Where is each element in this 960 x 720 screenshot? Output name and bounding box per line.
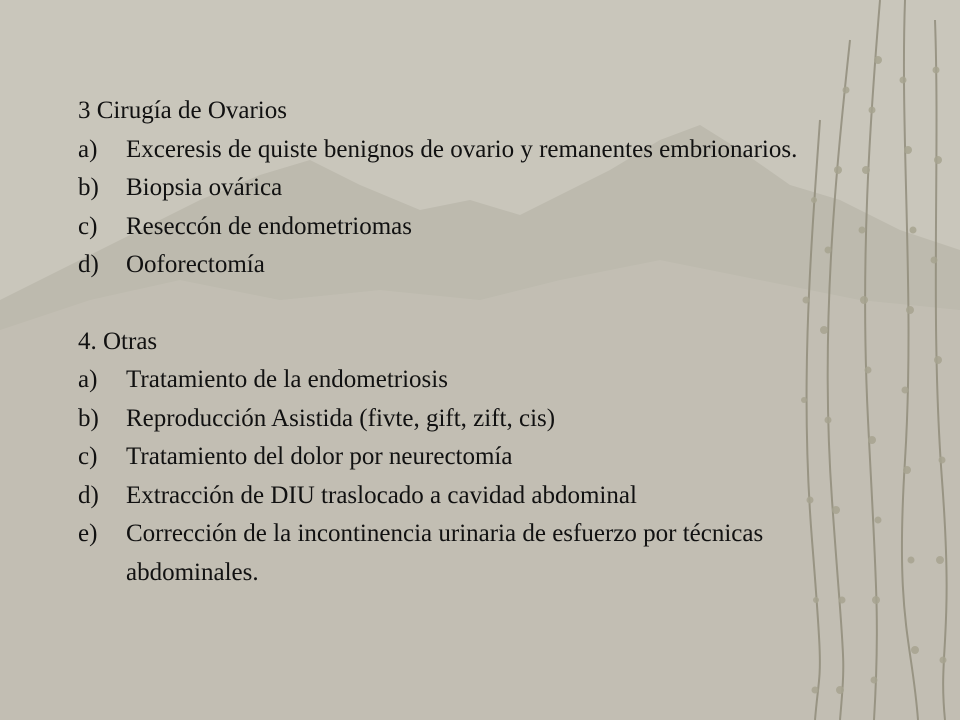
list-item: [78, 477, 798, 516]
list-item: [78, 361, 798, 400]
item-text: Tratamiento del dolor por neurectomía: [126, 443, 513, 470]
list-item: [78, 438, 798, 477]
item-text: Biopsia ovárica: [126, 174, 283, 201]
item-letter: b): [78, 174, 99, 201]
list-item: [78, 515, 798, 592]
list-item: [78, 169, 798, 208]
item-letter: b): [78, 404, 99, 432]
item-letter: c): [78, 212, 98, 240]
slide-content: [78, 92, 798, 592]
item-letter: d): [78, 481, 99, 509]
section-title-ovarios: 3 Cirugía de Ovarios: [78, 97, 287, 124]
item-text: Corrección de la incontinencia urinaria de esfuerzo por técnicas abdominales.: [126, 520, 764, 586]
list-item: [78, 246, 798, 285]
item-letter: d): [78, 251, 99, 278]
item-text: Reseccón de endometriomas: [126, 212, 413, 240]
section-title-otras: 4. Otras: [78, 327, 158, 355]
list-item: [78, 131, 798, 170]
list-item: [78, 208, 798, 247]
item-letter: a): [78, 366, 98, 393]
item-letter: e): [78, 520, 98, 547]
item-text: Ooforectomía: [126, 251, 265, 278]
item-letter: a): [78, 135, 98, 163]
item-letter: c): [78, 443, 98, 470]
section-spacer: [78, 285, 798, 323]
item-text: Tratamiento de la endometriosis: [126, 366, 448, 393]
list-item: [78, 400, 798, 439]
item-text: Reproducción Asistida (fivte, gift, zift, cis): [126, 404, 556, 432]
item-text: Extracción de DIU traslocado a cavidad abdominal: [126, 481, 637, 509]
item-text: Exceresis de quiste benignos de ovario y remanentes embrionarios.: [126, 135, 798, 163]
